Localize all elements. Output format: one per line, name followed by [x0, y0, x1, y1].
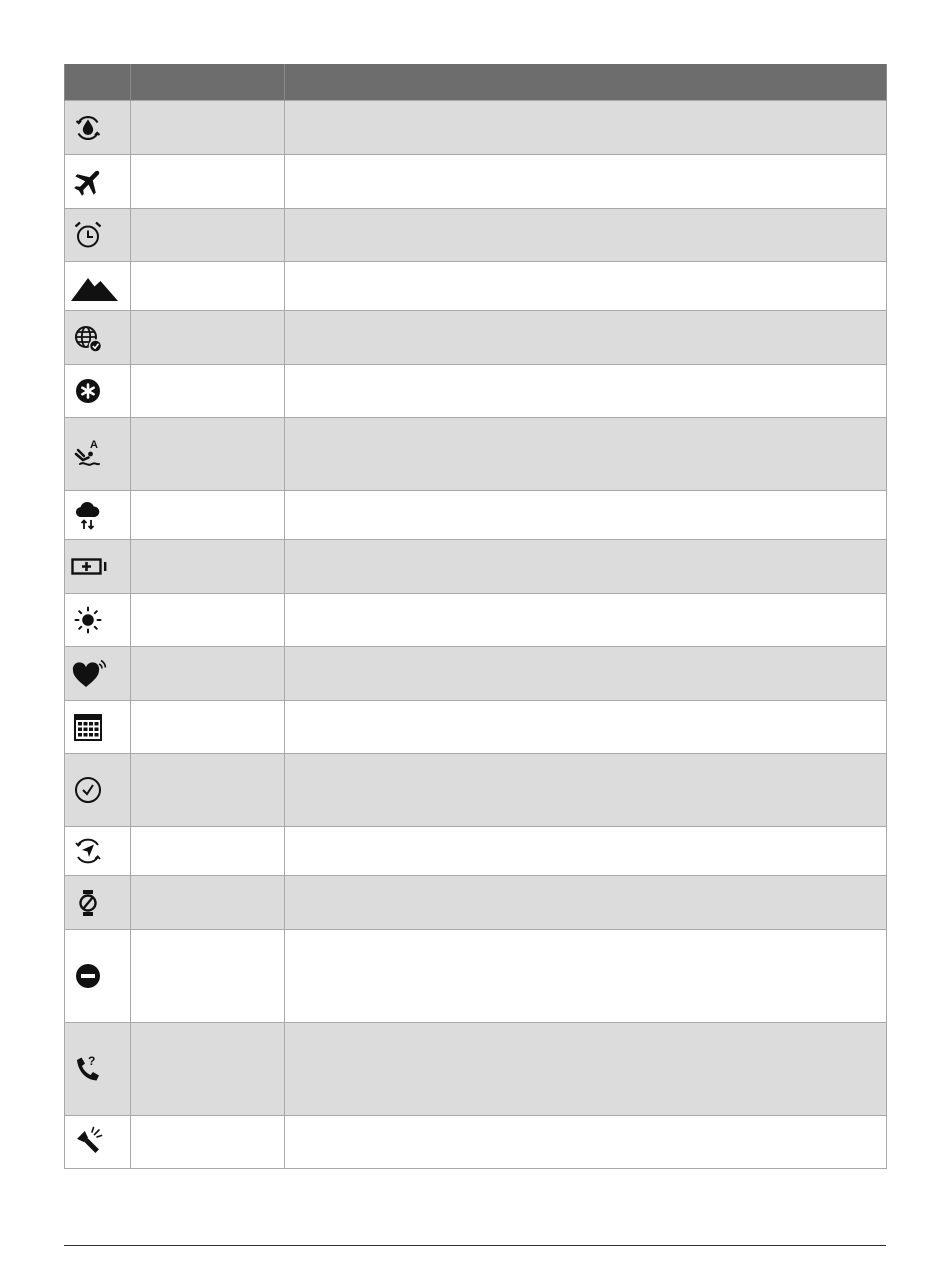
icon-cell	[65, 491, 131, 540]
table-header-row	[65, 64, 887, 101]
cloud-sync-icon	[70, 497, 106, 533]
icon-cell	[65, 209, 131, 262]
alarm-clock-icon	[70, 217, 106, 253]
clock-icon	[70, 772, 106, 808]
svg-text:?: ?	[88, 1054, 96, 1068]
row-description	[285, 930, 887, 1023]
table-row	[65, 594, 887, 647]
row-description	[285, 365, 887, 418]
table-row	[65, 262, 887, 311]
brightness-icon	[70, 602, 106, 638]
heart-rate-broadcast-icon	[70, 656, 110, 692]
header-icon	[65, 64, 131, 101]
footer-divider	[64, 1245, 886, 1246]
row-name	[131, 930, 285, 1023]
table-row	[65, 491, 887, 540]
globe-sync-icon	[70, 320, 106, 356]
table-row	[65, 540, 887, 594]
row-description	[285, 491, 887, 540]
row-name	[131, 418, 285, 491]
row-name	[131, 262, 285, 311]
row-name	[131, 594, 285, 647]
row-name	[131, 101, 285, 155]
table-row	[65, 754, 887, 827]
airplane-icon	[70, 164, 106, 200]
row-description	[285, 155, 887, 209]
navigation-arrow-icon	[70, 833, 106, 869]
mountain-icon	[70, 268, 120, 304]
icon-cell	[65, 311, 131, 365]
row-description	[285, 311, 887, 365]
table-row	[65, 930, 887, 1023]
row-description	[285, 418, 887, 491]
row-name	[131, 647, 285, 701]
row-name	[131, 155, 285, 209]
header-name	[131, 64, 285, 101]
icon-cell	[65, 930, 131, 1023]
table-row	[65, 1023, 887, 1116]
auto-dive-icon	[70, 436, 106, 472]
icon-cell	[65, 594, 131, 647]
icon-cell	[65, 701, 131, 754]
icon-cell	[65, 540, 131, 594]
row-description	[285, 701, 887, 754]
row-name	[131, 1116, 285, 1169]
find-phone-icon	[70, 1051, 106, 1087]
row-name	[131, 701, 285, 754]
icon-cell	[65, 754, 131, 827]
row-description	[285, 540, 887, 594]
table-row	[65, 209, 887, 262]
table-row	[65, 701, 887, 754]
battery-saver-icon	[70, 549, 110, 585]
icon-cell	[65, 1116, 131, 1169]
table-row	[65, 311, 887, 365]
controls-table	[64, 64, 887, 1169]
calendar-icon	[70, 709, 106, 745]
table-row	[65, 101, 887, 155]
row-description	[285, 647, 887, 701]
row-name	[131, 209, 285, 262]
row-description	[285, 754, 887, 827]
icon-cell	[65, 827, 131, 876]
icon-cell	[65, 155, 131, 209]
flashlight-icon	[70, 1124, 106, 1160]
icon-cell	[65, 647, 131, 701]
row-name	[131, 311, 285, 365]
table-row	[65, 827, 887, 876]
icon-cell	[65, 101, 131, 155]
icon-cell	[65, 876, 131, 930]
icon-cell	[65, 418, 131, 491]
svg-text:A: A	[90, 439, 98, 451]
row-name	[131, 827, 285, 876]
row-name	[131, 876, 285, 930]
row-name	[131, 1023, 285, 1116]
row-name	[131, 754, 285, 827]
row-description	[285, 827, 887, 876]
water-lock-icon	[70, 110, 106, 146]
asterisk-circle-icon	[70, 373, 106, 409]
row-description	[285, 209, 887, 262]
row-description	[285, 1023, 887, 1116]
row-description	[285, 101, 887, 155]
icon-cell	[65, 1023, 131, 1116]
header-description	[285, 64, 887, 101]
row-name	[131, 540, 285, 594]
table-row	[65, 365, 887, 418]
icon-cell	[65, 262, 131, 311]
row-name	[131, 491, 285, 540]
table-row	[65, 1116, 887, 1169]
table-row	[65, 647, 887, 701]
table-row	[65, 418, 887, 491]
row-description	[285, 1116, 887, 1169]
icon-cell	[65, 365, 131, 418]
row-description	[285, 262, 887, 311]
table-row	[65, 155, 887, 209]
watch-disabled-icon	[70, 885, 106, 921]
table-row	[65, 876, 887, 930]
row-description	[285, 876, 887, 930]
do-not-disturb-icon	[70, 958, 106, 994]
row-name	[131, 365, 285, 418]
row-description	[285, 594, 887, 647]
